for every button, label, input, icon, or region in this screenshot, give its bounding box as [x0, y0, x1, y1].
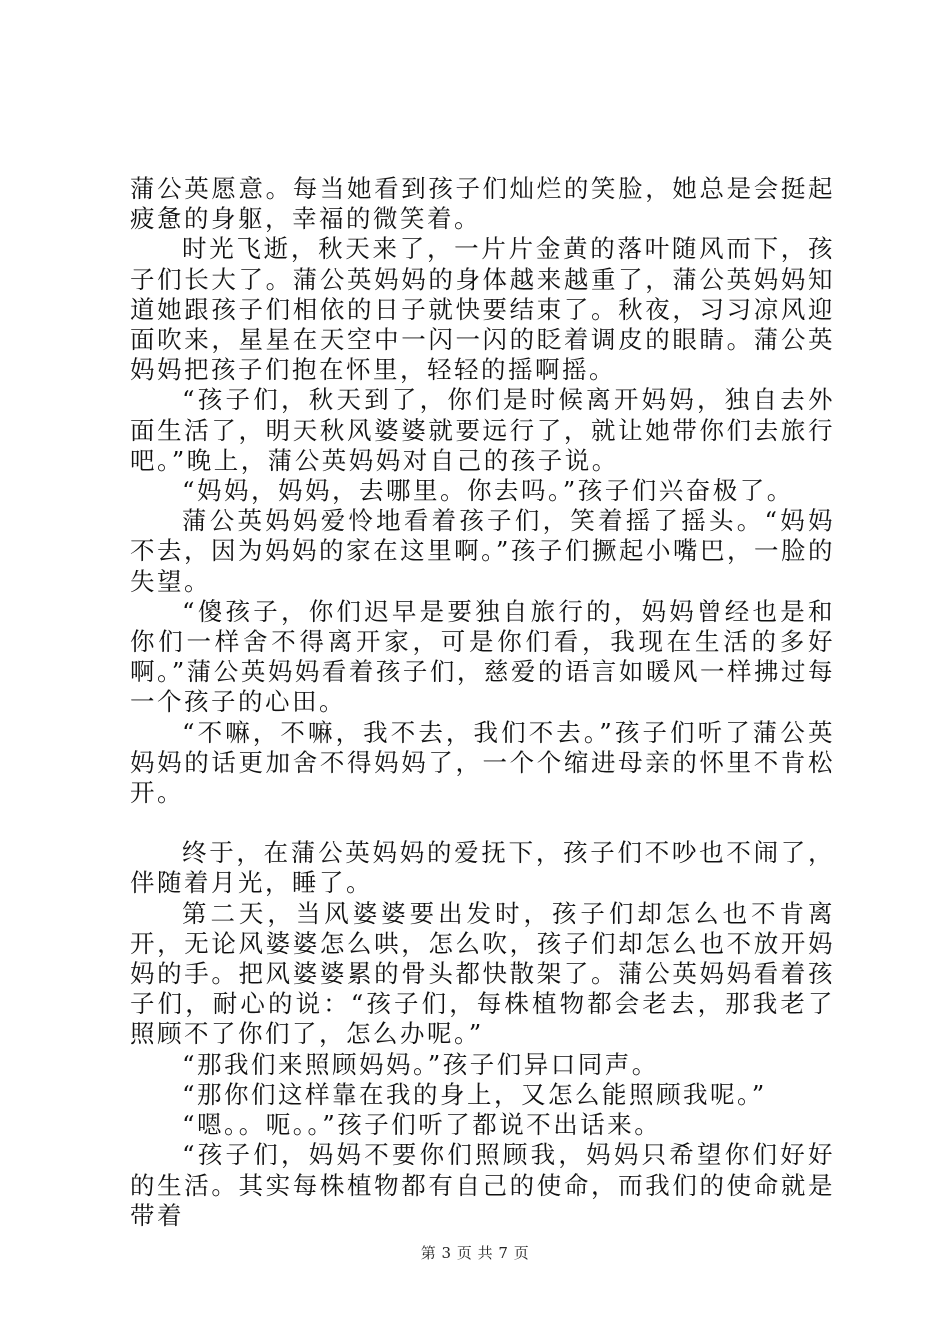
- paragraph-12: “嗯。。呃。。”孩子们听了都说不出话来。: [182, 1110, 662, 1140]
- paragraph-4: “妈妈，妈妈，去哪里。你去吗。”孩子们兴奋极了。: [182, 476, 794, 506]
- paragraph-5: 蒲公英妈妈爱怜地看着孩子们，笑着摇了摇头。“妈妈不去，因为妈妈的家在这里啊。”孩子们撅起小嘴巴，一脸的失望。: [130, 506, 835, 596]
- paragraph-13: “孩子们，妈妈不要你们照顾我，妈妈只希望你们好好的生活。其实每株植物都有自己的使命，而我们的使命就是带着: [130, 1140, 835, 1230]
- paragraph-6: “傻孩子，你们迟早是要独自旅行的，妈妈曾经也是和你们一样舍不得离开家，可是你们看，我现在生活的多好啊。”蒲公英妈妈看着孩子们，慈爱的语言如暖风一样拂过每一个孩子的心田。: [130, 596, 835, 717]
- paragraph-9: 第二天，当风婆婆要出发时，孩子们却怎么也不肯离开，无论风婆婆怎么哄，怎么吹，孩子们却怎么也不放开妈妈的手。把风婆婆累的骨头都快散架了。蒲公英妈妈看着孩子们，耐心的说：“孩子们，每株植物都会老去，那我老了照顾不了你们了，怎么办呢。”: [130, 898, 835, 1049]
- page-number-label: 第 3 页 共 7 页: [420, 1244, 530, 1262]
- page-footer: [0, 1242, 950, 1263]
- paragraph-8: 终于，在蒲公英妈妈的爱抚下，孩子们不吵也不闹了，伴随着月光，睡了。: [130, 838, 835, 898]
- paragraph-11: “那你们这样靠在我的身上，又怎么能照顾我呢。”: [182, 1079, 767, 1109]
- paragraph-2: 时光飞逝，秋天来了，一片片金黄的落叶随风而下，孩子们长大了。蒲公英妈妈的身体越来越重了，蒲公英妈妈知道她跟孩子们相依的日子就快要结束了。秋夜，习习凉风迎面吹来，星星在天空中一闪一闪的眨着调皮的眼睛。蒲公英妈妈把孩子们抱在怀里，轻轻的摇啊摇。: [130, 234, 835, 385]
- paragraph-10: “那我们来照顾妈妈。”孩子们异口同声。: [182, 1049, 659, 1079]
- body-text: [130, 174, 835, 1231]
- paragraph-1: 蒲公英愿意。每当她看到孩子们灿烂的笑脸，她总是会挺起疲惫的身躯，幸福的微笑着。: [130, 174, 835, 234]
- paragraph-7: “不嘛，不嘛，我不去，我们不去。”孩子们听了蒲公英妈妈的话更加舍不得妈妈了，一个个缩进母亲的怀里不肯松开。: [130, 717, 835, 808]
- paragraph-3: “孩子们，秋天到了，你们是时候离开妈妈，独自去外面生活了，明天秋风婆婆就要远行了，就让她带你们去旅行吧。”晚上，蒲公英妈妈对自己的孩子说。: [130, 385, 835, 475]
